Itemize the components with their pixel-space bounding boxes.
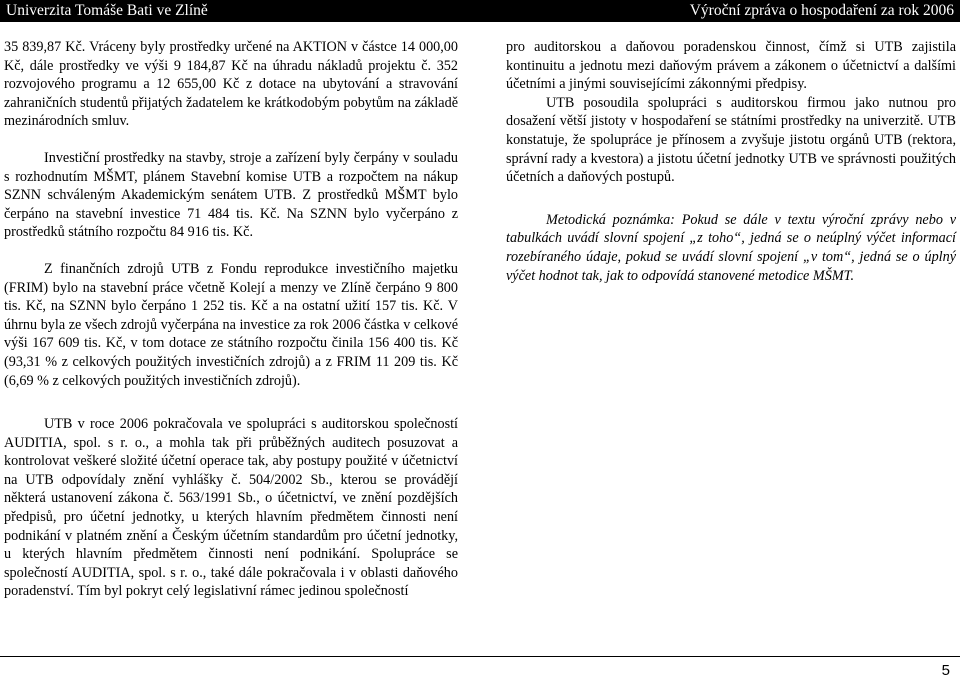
- page-header: [0, 0, 960, 22]
- paragraph-returned-funds: 35 839,87 Kč. Vráceny byly prostředky určené na AKTION v částce 14 000,00 Kč, dále prostředky ve výši 9 184,87 Kč na úhradu nákladů projektu č. 352 rozvojového programu a 12 655,00 Kč z dotace na ubytování a stravování zahraničních studentů přijatých žadatelem ke krátkodobým pobytům na základě mezinárodních smluv.: [4, 39, 458, 130]
- methodological-note: Metodická poznámka: Pokud se dále v textu výroční zprávy nebo v tabulkách uvádí slovní spojení „z toho“, jedná se o neúplný výčet informací rozebíraného údaje, pokud se uvádí slovní spojení „v tom“, jedná se o úplný výčet hodnot tak, jak to odpovídá stanovené metodice MŠMT.: [506, 211, 956, 284]
- paragraph-investment-funds: Investiční prostředky na stavby, stroje a zařízení byly čerpány v souladu s rozhodnutím MŠMT, plánem Stavební komise UTB a rozpočtem na nákup SZNN schváleným Akademickým senátem UTB. Z prostředků MŠMT bylo čerpáno na stavební investice 71 484 tis. Kč. Na SZNN bylo vyčerpáno z prostředků státního rozpočtu 84 916 tis. Kč.: [4, 149, 458, 241]
- header-university: Univerzita Tomáše Bati ve Zlíně: [6, 2, 208, 19]
- header-report-title: Výroční zpráva o hospodaření za rok 2006: [689, 2, 954, 19]
- paragraph-auditing-continuity: pro auditorskou a daňovou poradenskou činnost, čímž si UTB zajistila kontinuitu a jednotu mezi daňovým právem a zákonem o účetnictví a dalšími účetními a jinými souvisejícími zákonnými předpisy.: [506, 39, 956, 93]
- footer-rule: [0, 656, 960, 657]
- page-number: 5: [941, 662, 950, 679]
- paragraph-frim-sources: Z finančních zdrojů UTB z Fondu reprodukce investičního majetku (FRIM) bylo na stavební práce včetně Kolejí a menzy ve Zlíně čerpáno 9 800 tis. Kč, na SZNN bylo čerpáno 1 252 tis. Kč a na ostatní užití 157 tis. Kč. V úhrnu byla ze všech zdrojů vyčerpána na investice za rok 2006 částka v celkové výši 167 609 tis. Kč, v tom dotace ze státního rozpočtu činila 156 400 tis. Kč (93,31 % z celkových použitých investičních zdrojů) a z FRIM 11 209 tis. Kč (6,69 % z celkových použitých investičních zdrojů).: [4, 260, 458, 389]
- right-column: [506, 38, 956, 285]
- left-column: [4, 38, 458, 601]
- paragraph-auditia-cooperation: UTB v roce 2006 pokračovala ve spolupráci s auditorskou společností AUDITIA, spol. s r. o., a mohla tak při průběžných auditech posuzovat a kontrolovat veškeré složité účetní operace tak, aby postupy použité v účetnictví na UTB odpovídaly znění vyhlášky č. 504/2002 Sb., kterou se provádějí některá ustanovení zákona č. 563/1991 Sb., o účetnictví, ve znění pozdějších předpisů, pro účetní jednotky, u kterých hlavním předmětem činnosti není podnikání v platném znění a Českým účetním standardům pro účetní jednotky, u kterých hlavním předmětem činnosti není podnikání. Spolupráce se společností AUDITIA, spol. s r. o., také dále pokračovala i v oblasti daňového poradenství. Tím byl pokryt celý legislativní rámec jedinou společností: [4, 416, 458, 600]
- paragraph-audit-assessment: UTB posoudila spolupráci s auditorskou firmou jako nutnou pro dosažení větší jistoty v hospodaření se státními prostředky na univerzitě. UTB konstatuje, že spolupráce je přínosem a zvyšuje jistotu orgánů UTB (rektora, správní rady a kvestora) a jistotu účetní jednotky UTB ve správnosti použitých účetních a daňových postupů.: [506, 94, 956, 186]
